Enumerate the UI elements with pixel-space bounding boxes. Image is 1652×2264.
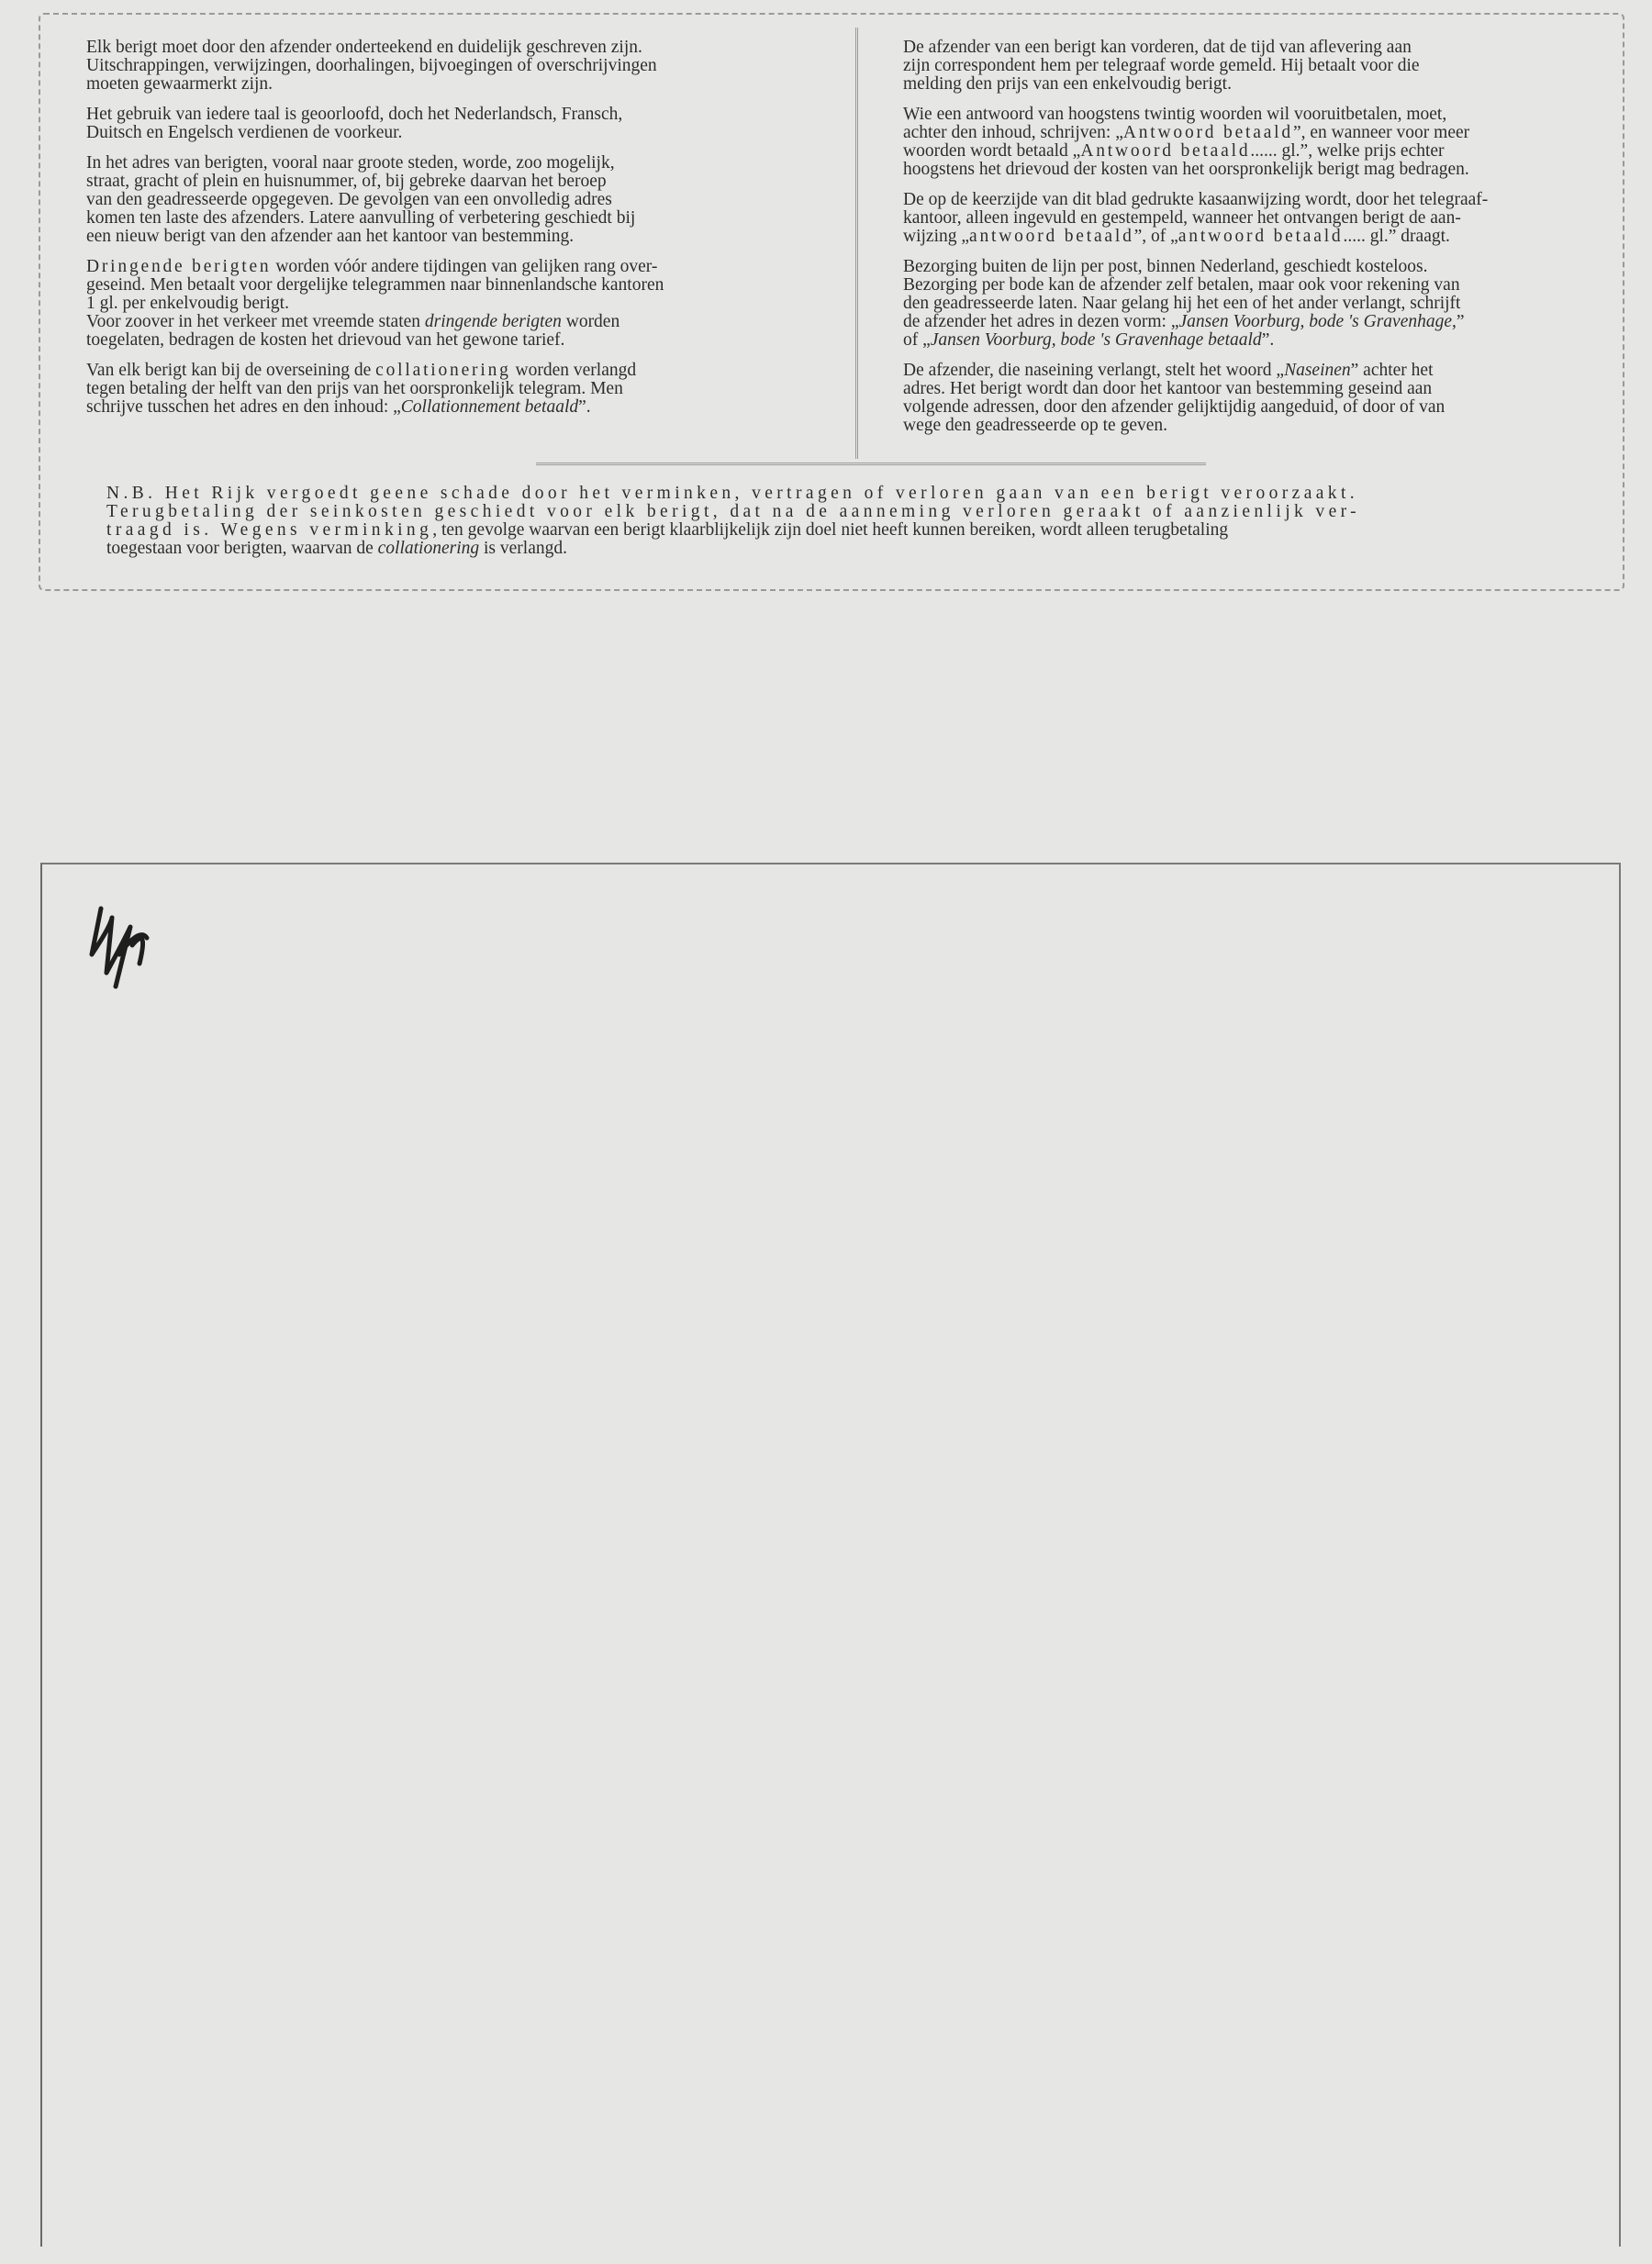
text-line: De afzender van een berigt kan vorderen, dat de tijd van aflevering aan xyxy=(903,38,1412,57)
nb-separator-rule xyxy=(536,463,1206,465)
text-fragment: De afzender, die naseining verlangt, stelt het woord „ xyxy=(903,361,1285,380)
text-fragment: ” achter het xyxy=(1350,361,1434,380)
text-fragment: ”, of „ xyxy=(1133,227,1178,246)
italic-term: dringende berigten xyxy=(424,312,562,331)
text-line: tegen betaling der helft van den prijs van het oorspronkelijk telegram. Men xyxy=(86,379,623,398)
paragraph-reply-paid xyxy=(883,106,1637,179)
instructions-right-column xyxy=(883,39,1637,447)
handwritten-initials-icon xyxy=(83,890,174,1000)
text-fragment: of „ xyxy=(903,330,931,350)
text-line: Bezorging per bode kan de afzender zelf betalen, maar ook voor rekening van xyxy=(903,275,1460,295)
text-fragment: woorden wordt betaald „ xyxy=(903,141,1081,161)
text-line xyxy=(883,124,1637,142)
text-fragment: ”. xyxy=(578,397,591,417)
text-line: De op de keerzijde van dit blad gedrukte kasaanwijzing wordt, door het telegraaf- xyxy=(903,190,1489,209)
text-fragment: ”, en wanneer voor meer xyxy=(1292,123,1470,142)
text-line: straat, gracht of plein en huisnummer, of, bij gebreke daarvan het beroep xyxy=(86,172,607,191)
text-line: Wie een antwoord van hoogstens twintig woorden wil vooruitbetalen, moet, xyxy=(903,105,1447,124)
text-fragment: ...... gl.”, welke prijs echter xyxy=(1250,141,1445,161)
spaced-term: antwoord betaald xyxy=(1178,227,1344,246)
text-line: N.B. Het Rijk vergoedt geene schade door het verminken, vertragen of verloren gaan van een berigt veroorzaakt. xyxy=(106,484,1359,503)
text-line xyxy=(883,228,1637,246)
text-line: geseind. Men betaalt voor dergelijke telegrammen naar binnenlandsche kantoren xyxy=(86,275,664,295)
message-area[interactable] xyxy=(40,863,1621,2247)
spaced-term: antwoord betaald xyxy=(969,227,1134,246)
text-line: melding den prijs van een enkelvoudig berigt. xyxy=(903,74,1232,94)
text-line xyxy=(883,331,1637,350)
paragraph-signature xyxy=(66,39,833,94)
text-line: Elk berigt moet door den afzender onderteekend en duidelijk geschreven zijn. xyxy=(86,38,642,57)
nb-liability-notice xyxy=(66,485,1621,558)
text-fragment: Voor zoover in het verkeer met vreemde staten xyxy=(86,312,425,331)
text-fragment: achter den inhoud, schrijven: „ xyxy=(903,123,1123,142)
text-fragment: ”. xyxy=(1261,330,1275,350)
paragraph-address xyxy=(66,154,833,246)
text-fragment: schrijve tusschen het adres en den inhoud: „ xyxy=(86,397,401,417)
text-line xyxy=(66,540,1621,558)
spaced-term: Antwoord betaald xyxy=(1122,123,1293,142)
text-fragment: de afzender het adres in dezen vorm: „ xyxy=(903,312,1179,331)
paragraph-cash-voucher xyxy=(883,191,1637,246)
text-fragment: ,” xyxy=(1452,312,1465,331)
text-line: volgende adressen, door den afzender gelijktijdig aangeduid, of door of van xyxy=(903,397,1446,417)
text-line: In het adres van berigten, vooral naar groote steden, worde, zoo mogelijk, xyxy=(86,153,615,173)
text-fragment: worden verlangd xyxy=(510,361,637,380)
text-line: Terugbetaling der seinkosten geschiedt voor elk berigt, dat na de aanneming verloren geraakt of aanzienlijk ver- xyxy=(106,502,1361,521)
text-line xyxy=(66,313,833,331)
paragraph-urgent-messages xyxy=(66,258,833,350)
text-line: Uitschrappingen, verwijzingen, doorhalingen, bijvoegingen of overschrijvingen xyxy=(86,56,657,75)
text-line: Duitsch en Engelsch verdienen de voorkeur. xyxy=(86,123,403,142)
paragraph-delivery-time xyxy=(883,39,1637,94)
text-line xyxy=(883,142,1637,161)
spaced-term: Wegens verminking xyxy=(220,520,433,540)
spaced-term: Antwoord betaald xyxy=(1080,141,1251,161)
text-fragment: is verlangd. xyxy=(479,539,567,558)
text-fragment: Van elk berigt kan bij de overseining de xyxy=(86,361,376,380)
column-divider xyxy=(855,28,858,459)
text-line: den geadresseerde laten. Naar gelang hij het een of het ander verlangt, schrijft xyxy=(903,294,1461,313)
text-line: Het gebruik van iedere taal is geoorloofd, doch het Nederlandsch, Fransch, xyxy=(86,105,623,124)
text-line xyxy=(883,362,1637,380)
spaced-term: collationering xyxy=(375,361,511,380)
italic-term: Jansen Voorburg, bode 's Gravenhage xyxy=(1178,312,1453,331)
text-line xyxy=(66,398,833,417)
text-fragment: worden vóór andere tijdingen van gelijken rang over- xyxy=(271,257,658,276)
text-line: zijn correspondent hem per telegraaf worde gemeld. Hij betaalt voor die xyxy=(903,56,1420,75)
text-fragment: ..... gl.” draagt. xyxy=(1343,227,1450,246)
text-line: hoogstens het drievoud der kosten van het oorspronkelijk berigt mag bedragen. xyxy=(903,160,1469,179)
paragraph-forwarding xyxy=(883,362,1637,435)
text-line xyxy=(883,313,1637,331)
italic-term: Naseinen xyxy=(1284,361,1351,380)
instructions-box xyxy=(39,13,1624,591)
text-fragment: traagd is. xyxy=(106,520,221,540)
instructions-left-column xyxy=(66,39,833,429)
text-line: adres. Het berigt wordt dan door het kantoor van bestemming geseind aan xyxy=(903,379,1433,398)
text-line xyxy=(66,362,833,380)
text-fragment: , ten gevolge waarvan een berigt klaarblijkelijk zijn doel niet heeft kunnen bereiken, wordt alleen terugbetaling xyxy=(432,520,1229,540)
text-line: moeten gewaarmerkt zijn. xyxy=(86,74,273,94)
italic-term: Collationnement betaald xyxy=(400,397,579,417)
text-line xyxy=(66,258,833,276)
text-fragment: toegestaan voor berigten, waarvan de xyxy=(106,539,378,558)
text-line: van den geadresseerde opgegeven. De gevolgen van een onvolledig adres xyxy=(86,190,612,209)
text-line: een nieuw berigt van den afzender aan het kantoor van bestemming. xyxy=(86,227,575,246)
text-line: 1 gl. per enkelvoudig berigt. xyxy=(86,294,289,313)
italic-term: collationering xyxy=(377,539,480,558)
paragraph-language xyxy=(66,106,833,142)
text-line xyxy=(66,521,1621,540)
paragraph-delivery-by-messenger xyxy=(883,258,1637,350)
text-line: kantoor, alleen ingevuld en gestempeld, wanneer het ontvangen berigt de aan- xyxy=(903,208,1461,228)
text-fragment: worden xyxy=(561,312,620,331)
text-line: wege den geadresseerde op te geven. xyxy=(903,416,1168,435)
text-line: Bezorging buiten de lijn per post, binnen Nederland, geschiedt kosteloos. xyxy=(903,257,1428,276)
text-line: komen ten laste des afzenders. Latere aanvulling of verbetering geschiedt bij xyxy=(86,208,636,228)
text-line: toegelaten, bedragen de kosten het drievoud van het gewone tarief. xyxy=(86,330,565,350)
text-fragment: wijzing „ xyxy=(903,227,970,246)
urgent-term: Dringende berigten xyxy=(86,257,272,276)
italic-term: Jansen Voorburg, bode 's Gravenhage betaald xyxy=(930,330,1262,350)
paragraph-collation xyxy=(66,362,833,417)
